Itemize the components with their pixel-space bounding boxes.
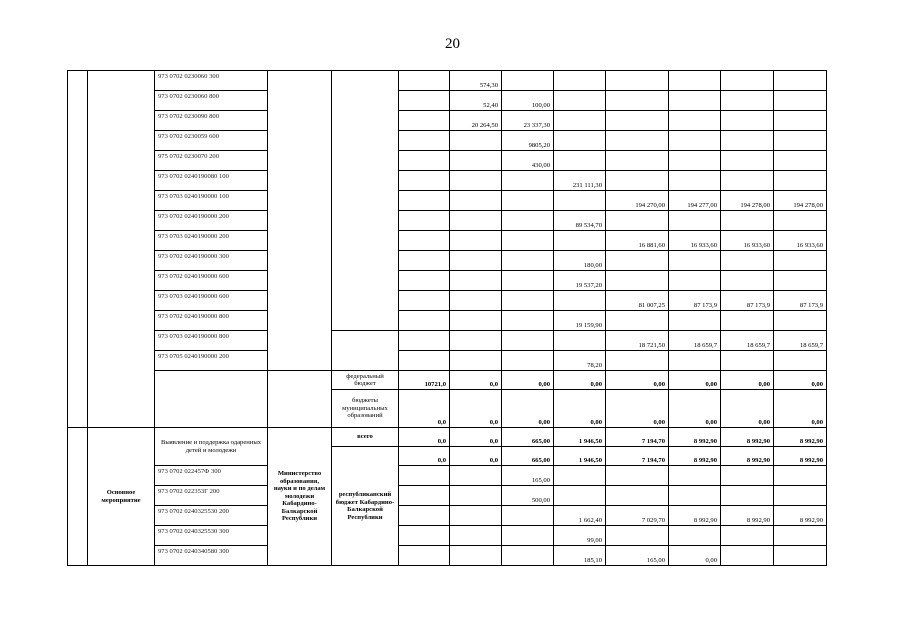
amount-cell	[399, 546, 450, 566]
budget-code	[155, 371, 268, 428]
amount-cell: 0,00	[502, 371, 554, 390]
amount-cell	[669, 211, 721, 231]
amount-cell	[554, 71, 606, 91]
budget-table	[67, 70, 827, 566]
amount-cell	[669, 466, 721, 486]
amount-cell	[502, 231, 554, 251]
executor-cell	[268, 71, 332, 371]
amount-cell	[721, 251, 774, 271]
amount-cell: 81 007,25	[606, 291, 669, 311]
amount-cell: 0,00	[774, 371, 827, 390]
amount-cell	[606, 171, 669, 191]
amount-cell: 1 946,50	[554, 447, 606, 466]
amount-cell: 16 933,60	[774, 231, 827, 251]
amount-cell	[450, 351, 502, 371]
amount-cell	[399, 71, 450, 91]
amount-cell	[399, 331, 450, 351]
amount-cell	[774, 131, 827, 151]
amount-cell: 16 933,60	[721, 231, 774, 251]
amount-cell: 8 992,90	[721, 447, 774, 466]
amount-cell: 185,10	[554, 546, 606, 566]
amount-cell: 87 173,9	[774, 291, 827, 311]
amount-cell	[554, 91, 606, 111]
amount-cell: 23 337,30	[502, 111, 554, 131]
amount-cell	[669, 151, 721, 171]
amount-cell	[774, 171, 827, 191]
budget-code: 973 0702 0230090 800	[155, 111, 268, 131]
amount-cell	[606, 526, 669, 546]
amount-cell: 0,00	[554, 371, 606, 390]
amount-cell: 7 029,70	[606, 506, 669, 526]
table-row	[68, 331, 827, 351]
amount-cell	[450, 506, 502, 526]
amount-cell	[450, 131, 502, 151]
amount-cell	[399, 291, 450, 311]
amount-cell	[502, 191, 554, 211]
amount-cell	[399, 251, 450, 271]
activity-label: Основное мероприятие	[88, 428, 155, 566]
budget-code: 973 0703 0240190000 800	[155, 331, 268, 351]
amount-cell: 8 992,90	[774, 428, 827, 447]
amount-cell: 87 173,9	[669, 291, 721, 311]
amount-cell	[669, 486, 721, 506]
table-row	[68, 546, 827, 566]
amount-cell: 0,0	[450, 428, 502, 447]
budget-code: 973 0702 0240190000 300	[155, 251, 268, 271]
budget-code: 973 0703 0240190000 600	[155, 291, 268, 311]
table-row	[68, 251, 827, 271]
amount-cell: 0,00	[606, 371, 669, 390]
amount-cell	[502, 271, 554, 291]
amount-cell	[399, 271, 450, 291]
amount-cell: 8 992,90	[669, 428, 721, 447]
amount-cell: 194 277,00	[669, 191, 721, 211]
amount-cell	[450, 271, 502, 291]
amount-cell: 165,00	[502, 466, 554, 486]
amount-cell: 194 270,00	[606, 191, 669, 211]
amount-cell	[669, 251, 721, 271]
amount-cell: 1 662,40	[554, 506, 606, 526]
amount-cell	[399, 506, 450, 526]
amount-cell: 8 992,90	[721, 428, 774, 447]
table-row	[68, 486, 827, 506]
amount-cell: 430,00	[502, 151, 554, 171]
amount-cell	[721, 71, 774, 91]
amount-cell	[774, 546, 827, 566]
amount-cell: 0,00	[606, 390, 669, 428]
amount-cell	[774, 526, 827, 546]
budget-code: 973 0702 022353Г 200	[155, 486, 268, 506]
amount-cell	[721, 486, 774, 506]
table-row	[68, 428, 827, 447]
amount-cell: 0,0	[399, 447, 450, 466]
budget-code: 973 0702 0240190000 200	[155, 211, 268, 231]
amount-cell	[721, 271, 774, 291]
amount-cell	[399, 231, 450, 251]
budget-code: 973 0703 0240190000 200	[155, 231, 268, 251]
budget-code: 973 0702 0240340580 300	[155, 546, 268, 566]
amount-cell: 100,00	[502, 91, 554, 111]
amount-cell: 0,00	[669, 371, 721, 390]
activity-executor: Министерство образования, науки и по делам молодежи Кабардино-Балкарской Республики	[268, 428, 332, 566]
amount-cell	[399, 311, 450, 331]
budget-code: 973 0702 0240190000 800	[155, 311, 268, 331]
amount-cell	[669, 351, 721, 371]
amount-cell: 19 537,20	[554, 271, 606, 291]
amount-cell: 0,00	[721, 390, 774, 428]
amount-cell	[399, 526, 450, 546]
amount-cell	[450, 331, 502, 351]
amount-cell	[450, 311, 502, 331]
amount-cell: 231 111,30	[554, 171, 606, 191]
budget-code: 973 0703 0240190000 100	[155, 191, 268, 211]
amount-cell: 1 946,50	[554, 428, 606, 447]
table-row	[68, 466, 827, 486]
amount-cell	[450, 466, 502, 486]
activity-name: Выявление и поддержка одаренных детей и молодежи	[155, 428, 268, 466]
amount-cell	[399, 111, 450, 131]
amount-cell	[502, 506, 554, 526]
amount-cell	[450, 526, 502, 546]
amount-cell: 18 659,7	[669, 331, 721, 351]
amount-cell	[774, 466, 827, 486]
amount-cell	[606, 351, 669, 371]
budget-code: 973 0702 022457Ф 300	[155, 466, 268, 486]
amount-cell	[721, 351, 774, 371]
amount-cell: 0,00	[721, 371, 774, 390]
amount-cell: 8 992,90	[721, 506, 774, 526]
amount-cell	[502, 546, 554, 566]
amount-cell	[774, 211, 827, 231]
amount-cell	[721, 171, 774, 191]
amount-cell	[554, 486, 606, 506]
amount-cell: 89 534,70	[554, 211, 606, 231]
table-row	[68, 151, 827, 171]
amount-cell	[502, 211, 554, 231]
amount-cell: 0,00	[502, 390, 554, 428]
budget-code: 975 0702 0230070 200	[155, 151, 268, 171]
executor-cell	[268, 371, 332, 428]
amount-cell	[399, 151, 450, 171]
amount-cell	[399, 91, 450, 111]
table-row	[68, 311, 827, 331]
amount-cell	[669, 171, 721, 191]
amount-cell	[399, 351, 450, 371]
amount-cell	[399, 466, 450, 486]
amount-cell	[502, 71, 554, 91]
amount-cell	[721, 546, 774, 566]
amount-cell	[554, 111, 606, 131]
amount-cell	[450, 251, 502, 271]
amount-cell	[606, 211, 669, 231]
amount-cell	[554, 151, 606, 171]
amount-cell	[450, 191, 502, 211]
amount-cell	[502, 291, 554, 311]
amount-cell	[606, 251, 669, 271]
amount-cell	[774, 311, 827, 331]
amount-cell: 8 992,90	[669, 447, 721, 466]
amount-cell	[450, 211, 502, 231]
table-row	[68, 131, 827, 151]
amount-cell: 8 992,90	[669, 506, 721, 526]
amount-cell: 8 992,90	[774, 506, 827, 526]
amount-cell: 574,30	[450, 71, 502, 91]
amount-cell	[554, 331, 606, 351]
status-cell	[88, 71, 155, 428]
amount-cell: 16 933,60	[669, 231, 721, 251]
budget-code: 973 0702 0230059 600	[155, 131, 268, 151]
amount-cell	[606, 71, 669, 91]
table-row	[68, 91, 827, 111]
number-cell	[68, 71, 88, 428]
amount-cell	[606, 91, 669, 111]
amount-cell	[450, 231, 502, 251]
amount-cell: 665,00	[502, 428, 554, 447]
amount-cell	[554, 291, 606, 311]
amount-cell: 16 881,60	[606, 231, 669, 251]
budget-code: 973 0702 0230060 300	[155, 71, 268, 91]
amount-cell: 18 721,50	[606, 331, 669, 351]
amount-cell	[606, 111, 669, 131]
amount-cell: 180,00	[554, 251, 606, 271]
amount-cell	[721, 91, 774, 111]
source-municipal: бюджеты муниципальных образований	[332, 390, 399, 428]
amount-cell: 18 659,7	[774, 331, 827, 351]
amount-cell: 0,0	[450, 447, 502, 466]
amount-cell: 20 264,50	[450, 111, 502, 131]
amount-cell: 0,0	[450, 371, 502, 390]
amount-cell	[450, 151, 502, 171]
table-row	[68, 71, 827, 91]
amount-cell: 52,40	[450, 91, 502, 111]
budget-code: 973 0702 0240190000 600	[155, 271, 268, 291]
number-cell	[68, 428, 88, 566]
amount-cell: 10721,0	[399, 371, 450, 390]
source-cell	[332, 71, 399, 331]
table-row	[68, 526, 827, 546]
amount-cell: 165,00	[606, 546, 669, 566]
amount-cell	[669, 71, 721, 91]
amount-cell	[774, 151, 827, 171]
table-row	[68, 506, 827, 526]
amount-cell	[669, 91, 721, 111]
amount-cell	[450, 171, 502, 191]
amount-cell	[554, 231, 606, 251]
amount-cell	[721, 526, 774, 546]
amount-cell	[554, 191, 606, 211]
amount-cell	[502, 311, 554, 331]
page-number: 20	[445, 36, 460, 52]
amount-cell	[502, 526, 554, 546]
amount-cell	[606, 271, 669, 291]
amount-cell: 99,00	[554, 526, 606, 546]
amount-cell	[669, 311, 721, 331]
table-row	[68, 371, 827, 390]
amount-cell	[399, 211, 450, 231]
budget-code: 973 0705 0240190000 200	[155, 351, 268, 371]
amount-cell	[606, 466, 669, 486]
amount-cell	[721, 466, 774, 486]
amount-cell: 0,0	[450, 390, 502, 428]
amount-cell: 194 278,00	[721, 191, 774, 211]
amount-cell	[774, 71, 827, 91]
amount-cell	[774, 486, 827, 506]
amount-cell	[502, 351, 554, 371]
amount-cell	[450, 291, 502, 311]
amount-cell	[399, 171, 450, 191]
amount-cell	[450, 486, 502, 506]
amount-cell	[606, 486, 669, 506]
table-row	[68, 111, 827, 131]
amount-cell: 7 194,70	[606, 447, 669, 466]
table-row	[68, 291, 827, 311]
amount-cell	[399, 131, 450, 151]
amount-cell: 0,00	[774, 390, 827, 428]
amount-cell: 665,00	[502, 447, 554, 466]
budget-code: 973 0702 0240325530 300	[155, 526, 268, 546]
budget-code: 973 0702 0230060 800	[155, 91, 268, 111]
amount-cell: 8 992,90	[774, 447, 827, 466]
amount-cell	[450, 546, 502, 566]
amount-cell	[502, 171, 554, 191]
amount-cell	[606, 151, 669, 171]
source-cell	[332, 331, 399, 371]
amount-cell	[774, 271, 827, 291]
amount-cell	[399, 191, 450, 211]
table-row	[68, 191, 827, 211]
amount-cell	[669, 131, 721, 151]
amount-cell	[554, 131, 606, 151]
amount-cell	[669, 526, 721, 546]
amount-cell	[721, 151, 774, 171]
amount-cell	[399, 486, 450, 506]
amount-cell	[606, 131, 669, 151]
table-row	[68, 351, 827, 371]
table-row	[68, 231, 827, 251]
amount-cell	[502, 331, 554, 351]
amount-cell: 18 659,7	[721, 331, 774, 351]
amount-cell: 500,00	[502, 486, 554, 506]
amount-cell	[606, 311, 669, 331]
amount-cell: 0,0	[399, 390, 450, 428]
amount-cell	[774, 251, 827, 271]
source-republic: республиканский бюджет Кабардино-Балкарской Республики	[332, 447, 399, 566]
amount-cell	[721, 211, 774, 231]
budget-code: 973 0702 0240190080 100	[155, 171, 268, 191]
source-total: всего	[332, 428, 399, 447]
amount-cell	[554, 466, 606, 486]
amount-cell: 0,00	[554, 390, 606, 428]
amount-cell: 0,00	[669, 546, 721, 566]
amount-cell	[669, 271, 721, 291]
table-row	[68, 211, 827, 231]
amount-cell: 87 173,9	[721, 291, 774, 311]
amount-cell: 194 278,00	[774, 191, 827, 211]
amount-cell: 78,20	[554, 351, 606, 371]
amount-cell: 7 194,70	[606, 428, 669, 447]
amount-cell	[721, 111, 774, 131]
amount-cell	[774, 351, 827, 371]
amount-cell: 0,0	[399, 428, 450, 447]
table-row	[68, 271, 827, 291]
amount-cell	[774, 111, 827, 131]
amount-cell	[721, 131, 774, 151]
source-federal: федеральный бюджет	[332, 371, 399, 390]
amount-cell: 9805,20	[502, 131, 554, 151]
budget-code: 973 0702 0240325530 200	[155, 506, 268, 526]
amount-cell	[774, 91, 827, 111]
amount-cell	[669, 111, 721, 131]
table-row	[68, 171, 827, 191]
amount-cell: 19 159,90	[554, 311, 606, 331]
amount-cell	[721, 311, 774, 331]
amount-cell: 0,00	[669, 390, 721, 428]
amount-cell	[502, 251, 554, 271]
